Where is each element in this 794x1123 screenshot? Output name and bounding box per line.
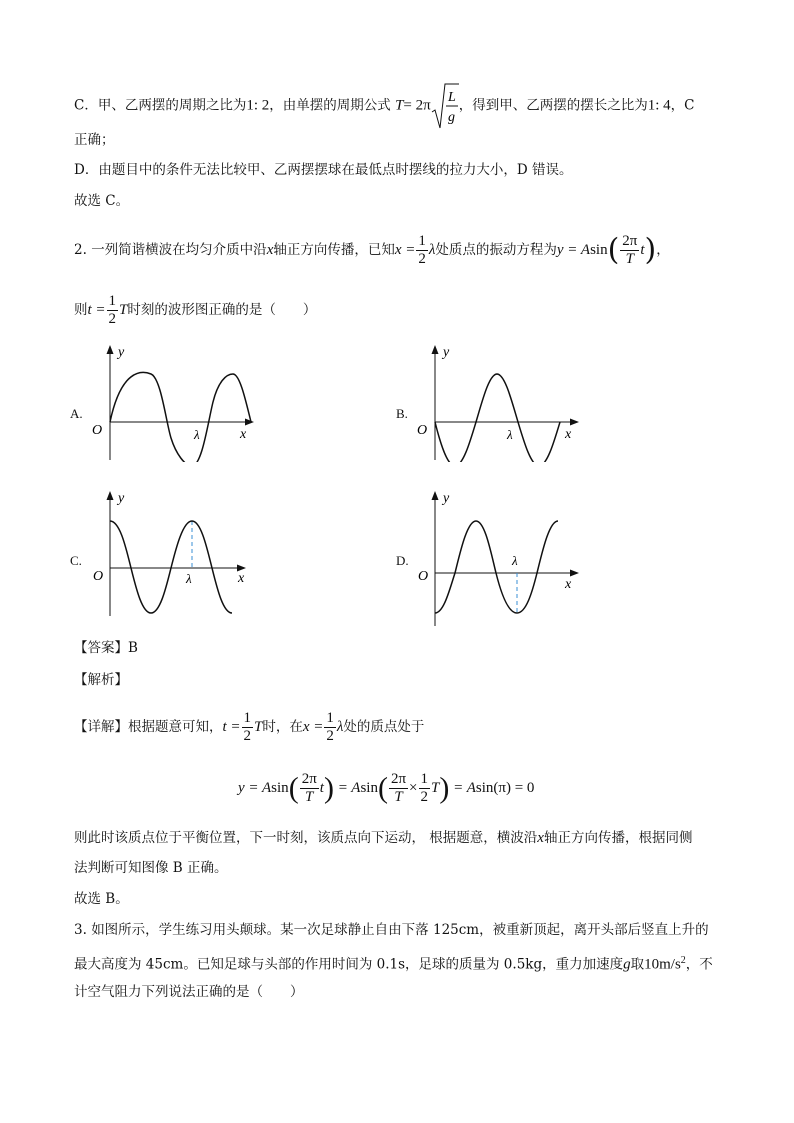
option-d-lambda: λ — [512, 553, 518, 568]
option-b-lambda: λ — [507, 427, 513, 442]
eq-paren-1: ( — [288, 771, 299, 805]
detail-x-eq: x = — [302, 719, 324, 735]
eq-paren-3: ( — [377, 771, 388, 805]
answer-value: B — [128, 640, 138, 656]
q3-line2-c: ，不 — [685, 956, 713, 973]
formula-L: L — [447, 90, 456, 105]
part-c-suffix: ，得到甲、乙两摆的摆长之比为 — [458, 97, 648, 114]
option-c-x: x — [238, 571, 245, 586]
option-c-graph — [90, 488, 260, 618]
eq-part-3: = A — [453, 780, 476, 796]
eq-sin-2: sin — [360, 780, 378, 796]
part-c-mid: ，由单摆的周期公式 — [269, 97, 391, 114]
eq-result: = 0 — [514, 780, 535, 796]
choice-b-line: 故选 B。 — [74, 891, 129, 907]
option-b-y: y — [443, 345, 450, 360]
formula-g: g — [447, 110, 455, 125]
part-c-line2: 正确； — [74, 132, 115, 148]
q2-text-a: 一列简谐横波在均匀介质中沿 — [91, 242, 267, 258]
q2-x-eq: x = — [394, 242, 416, 258]
q3-gval: 10m/s — [644, 956, 681, 973]
eq-sin-1: sin — [271, 780, 289, 796]
q2-T: T — [119, 302, 128, 318]
option-d-label: D. — [396, 553, 409, 568]
analysis-line — [74, 670, 128, 690]
q2-paren-close: ) — [644, 232, 657, 268]
option-a-label: A. — [70, 406, 83, 421]
solution-equation — [238, 766, 534, 810]
part-c-line — [74, 82, 694, 130]
detail-t-fraction: $\frac{1}{2}$ — [243, 710, 252, 744]
detail-t-eq: t = — [222, 719, 241, 735]
detail-text-c: 处的质点处于 — [343, 719, 425, 735]
q3-line2-a: 最大高度为 45cm。已知足球与头部的作用时间为 0.1s，足球的质量为 0.5kg，重力加速度 — [74, 956, 624, 973]
explain-x: x — [537, 830, 544, 846]
option-a-wave — [110, 372, 251, 462]
option-c-y: y — [118, 491, 125, 506]
option-b-O: O — [417, 423, 428, 438]
option-b-label: B. — [396, 406, 408, 421]
q2-2pi-over-T: $\frac{2\pi}{T}$ — [622, 233, 638, 267]
option-c-lambda: λ — [186, 571, 192, 586]
detail-T: T — [254, 719, 263, 735]
question-2-line1 — [74, 228, 670, 272]
q2-paren-open: ( — [607, 232, 620, 268]
q2-line2-a: 则 — [74, 302, 88, 318]
option-c-label: C. — [70, 553, 82, 568]
q2-t: t — [640, 242, 645, 258]
q2-x-var: x — [266, 242, 274, 258]
option-d-x: x — [565, 577, 572, 592]
eq-y: y = A — [238, 780, 272, 796]
eq-part-2: = A — [337, 780, 361, 796]
q2-half-fraction: $\frac{1}{2}$ — [418, 233, 426, 267]
detail-x-fraction: $\frac{1}{2}$ — [326, 710, 334, 744]
q2-t-eq: t = — [87, 302, 106, 318]
part-c-prefix: C．甲、乙两摆的周期之比为 — [74, 97, 247, 114]
option-c-O: O — [93, 569, 104, 584]
option-d-graph — [415, 488, 585, 628]
length-ratio: 1: 4 — [647, 97, 671, 114]
question-3-number: 3. — [74, 922, 87, 938]
question-3-line2 — [74, 951, 713, 975]
eq-frac-1: $\frac{2\pi}{T}$ — [301, 771, 317, 806]
part-d-line: D．由题目中的条件无法比较甲、乙两摆摆球在最低点时摆线的拉力大小，D 错误。 — [74, 162, 573, 178]
explain-line1 — [74, 828, 692, 848]
eq-times: × — [409, 780, 418, 796]
formula-eq: = 2π — [403, 97, 431, 114]
option-a-x: x — [240, 427, 247, 442]
detail-text-b: 时，在 — [262, 719, 303, 735]
eq-paren-4: ) — [439, 771, 450, 805]
answer-tag: 【答案】 — [74, 640, 128, 656]
option-a-lambda: λ — [194, 427, 200, 442]
option-b-wave — [435, 374, 560, 462]
option-c-wave — [110, 521, 232, 613]
eq-pi-arg: (π) — [493, 780, 511, 796]
option-a-O: O — [92, 423, 103, 438]
answer-line — [74, 638, 138, 658]
q3-g: g — [623, 956, 631, 973]
eq-sin-3: sin — [475, 780, 494, 796]
explain-line2: 法判断可知图像 B 正确。 — [74, 860, 228, 876]
q2-lambda: λ — [428, 242, 436, 258]
detail-tag: 【详解】 — [74, 719, 128, 735]
option-b-graph — [415, 342, 585, 462]
q2-t-half-fraction: $\frac{1}{2}$ — [108, 293, 117, 327]
explain-a: 则此时该质点位于平衡位置，下一时刻，该质点向下运动， 根据题意，横波沿 — [74, 830, 538, 846]
question-3-line3: 计空气阻力下列说法正确的是（ ） — [74, 984, 304, 1000]
q2-sin: sin — [590, 242, 608, 258]
eq-frac-3: $\frac{1}{2}$ — [420, 771, 429, 806]
q2-y-eq: y = A — [556, 242, 591, 258]
eq-frac-2: $\frac{2\pi}{T}$ — [390, 771, 407, 806]
q2-text-b: 轴正方向传播，已知 — [273, 242, 395, 258]
formula-T: T — [395, 97, 404, 114]
choice-c-line: 故选 C。 — [74, 193, 130, 209]
q3-line2-b: 取 — [630, 956, 645, 973]
detail-lambda: λ — [336, 719, 344, 735]
option-a-y: y — [118, 345, 125, 360]
q3-sup: 2 — [680, 955, 686, 966]
option-b-x: x — [565, 427, 572, 442]
part-c-suffix2: ，C — [670, 97, 695, 114]
detail-line — [74, 706, 424, 748]
q3-line1-text: 如图所示，学生练习用头颠球。某一次足球静止自由下落 125cm，被重新顶起，离开头部后竖直上升的 — [91, 922, 709, 938]
option-d-wave — [435, 521, 558, 613]
question-2-line2 — [74, 290, 316, 330]
option-a-graph — [90, 342, 260, 462]
detail-text-a: 根据题意可知， — [128, 719, 223, 735]
eq-t: t — [319, 780, 324, 796]
sqrt-L-over-g — [431, 82, 459, 130]
eq-T: T — [431, 780, 440, 796]
q2-text-c: 处质点的振动方程为 — [435, 242, 557, 258]
q2-comma: ， — [656, 242, 670, 258]
option-d-O: O — [418, 569, 429, 584]
period-ratio: 1: 2 — [246, 97, 270, 114]
analysis-tag: 【解析】 — [74, 672, 128, 688]
q2-line2-b: 时刻的波形图正确的是（ ） — [127, 302, 317, 318]
explain-b: 轴正方向传播，根据同侧 — [543, 830, 693, 846]
question-2-number: 2. — [74, 242, 87, 258]
eq-paren-2: ) — [323, 771, 334, 805]
question-3-line1 — [74, 920, 709, 940]
option-d-y: y — [443, 491, 450, 506]
